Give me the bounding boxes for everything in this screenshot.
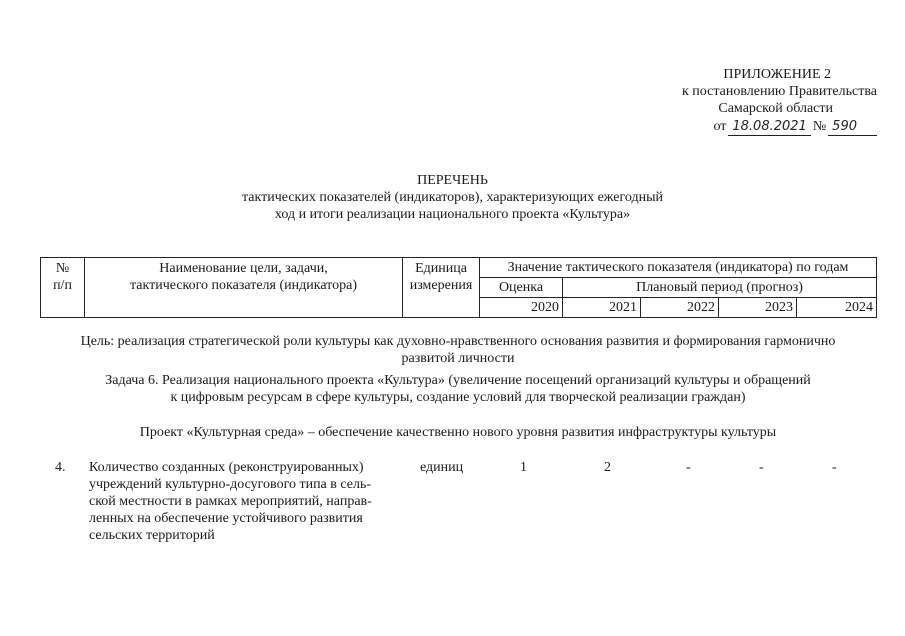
title-line: ход и итоги реализации национального проекта «Культура»	[274, 207, 631, 222]
task-line: Задача 6. Реализация национального проекта «Культура» (увеличение посещений организаций культуры и обращений	[105, 373, 811, 388]
appendix-line: к постановлению Правительства	[681, 84, 877, 99]
appendix-line: Самарской области	[718, 101, 833, 116]
goal-text	[40, 333, 876, 367]
name-line: сельских территорий	[89, 528, 215, 543]
header-year: 2020	[480, 298, 563, 318]
header-num-line: №	[55, 261, 70, 276]
row-value-2021: 2	[604, 460, 611, 475]
row-value-2020: 1	[520, 460, 527, 475]
appendix-block	[647, 66, 877, 136]
header-year: 2021	[563, 298, 641, 318]
appendix-title: ПРИЛОЖЕНИЕ 2	[723, 67, 831, 82]
row-indicator-name	[89, 459, 389, 544]
header-num	[41, 258, 85, 318]
handwritten-number: 590	[828, 118, 877, 136]
header-unit-line: Единица	[415, 261, 467, 276]
indicator-table-header	[40, 257, 877, 318]
row-unit: единиц	[420, 460, 464, 475]
name-line: учреждений культурно-досугового типа в сель-	[89, 477, 372, 492]
row-value-2024: -	[832, 460, 837, 475]
name-line: Количество созданных (реконструированных)	[89, 460, 364, 475]
row-number: 4.	[55, 460, 66, 475]
row-value-2022: -	[686, 460, 691, 475]
name-line: ленных на обеспечение устойчивого развития	[89, 511, 363, 526]
header-estimate: Оценка	[480, 278, 563, 298]
handwritten-date: 18.08.2021	[728, 118, 810, 136]
appendix-signature-line	[647, 118, 877, 136]
project-text: Проект «Культурная среда» – обеспечение качественно нового уровня развития инфраструктуры культуры	[139, 425, 777, 440]
task-line: к цифровым ресурсам в сфере культуры, создание условий для творческой реализации граждан)	[170, 390, 746, 405]
header-year: 2024	[797, 298, 877, 318]
goal-line: Цель: реализация стратегической роли культуры как духовно-нравственного основания развития и формирования гармонично	[80, 334, 836, 349]
title-line: тактических показателей (индикаторов), характеризующих ежегодный	[241, 190, 664, 205]
header-name	[85, 258, 403, 318]
goal-line: развитой личности	[401, 351, 515, 366]
header-year: 2023	[719, 298, 797, 318]
document-title	[0, 172, 905, 223]
from-label: от	[713, 119, 727, 134]
header-plan-period: Плановый период (прогноз)	[563, 278, 877, 298]
task-text	[40, 372, 876, 406]
header-num-line: п/п	[53, 278, 72, 293]
header-unit-line: измерения	[409, 278, 473, 293]
title-heading: ПЕРЕЧЕНЬ	[417, 173, 488, 188]
name-line: ской местности в рамках мероприятий, направ-	[89, 494, 372, 509]
header-unit	[403, 258, 480, 318]
header-values-title: Значение тактического показателя (индикатора) по годам	[480, 258, 877, 278]
header-name-line: тактического показателя (индикатора)	[130, 278, 357, 293]
header-name-line: Наименование цели, задачи,	[159, 261, 328, 276]
row-value-2023: -	[759, 460, 764, 475]
number-label: №	[812, 119, 827, 134]
header-year: 2022	[641, 298, 719, 318]
